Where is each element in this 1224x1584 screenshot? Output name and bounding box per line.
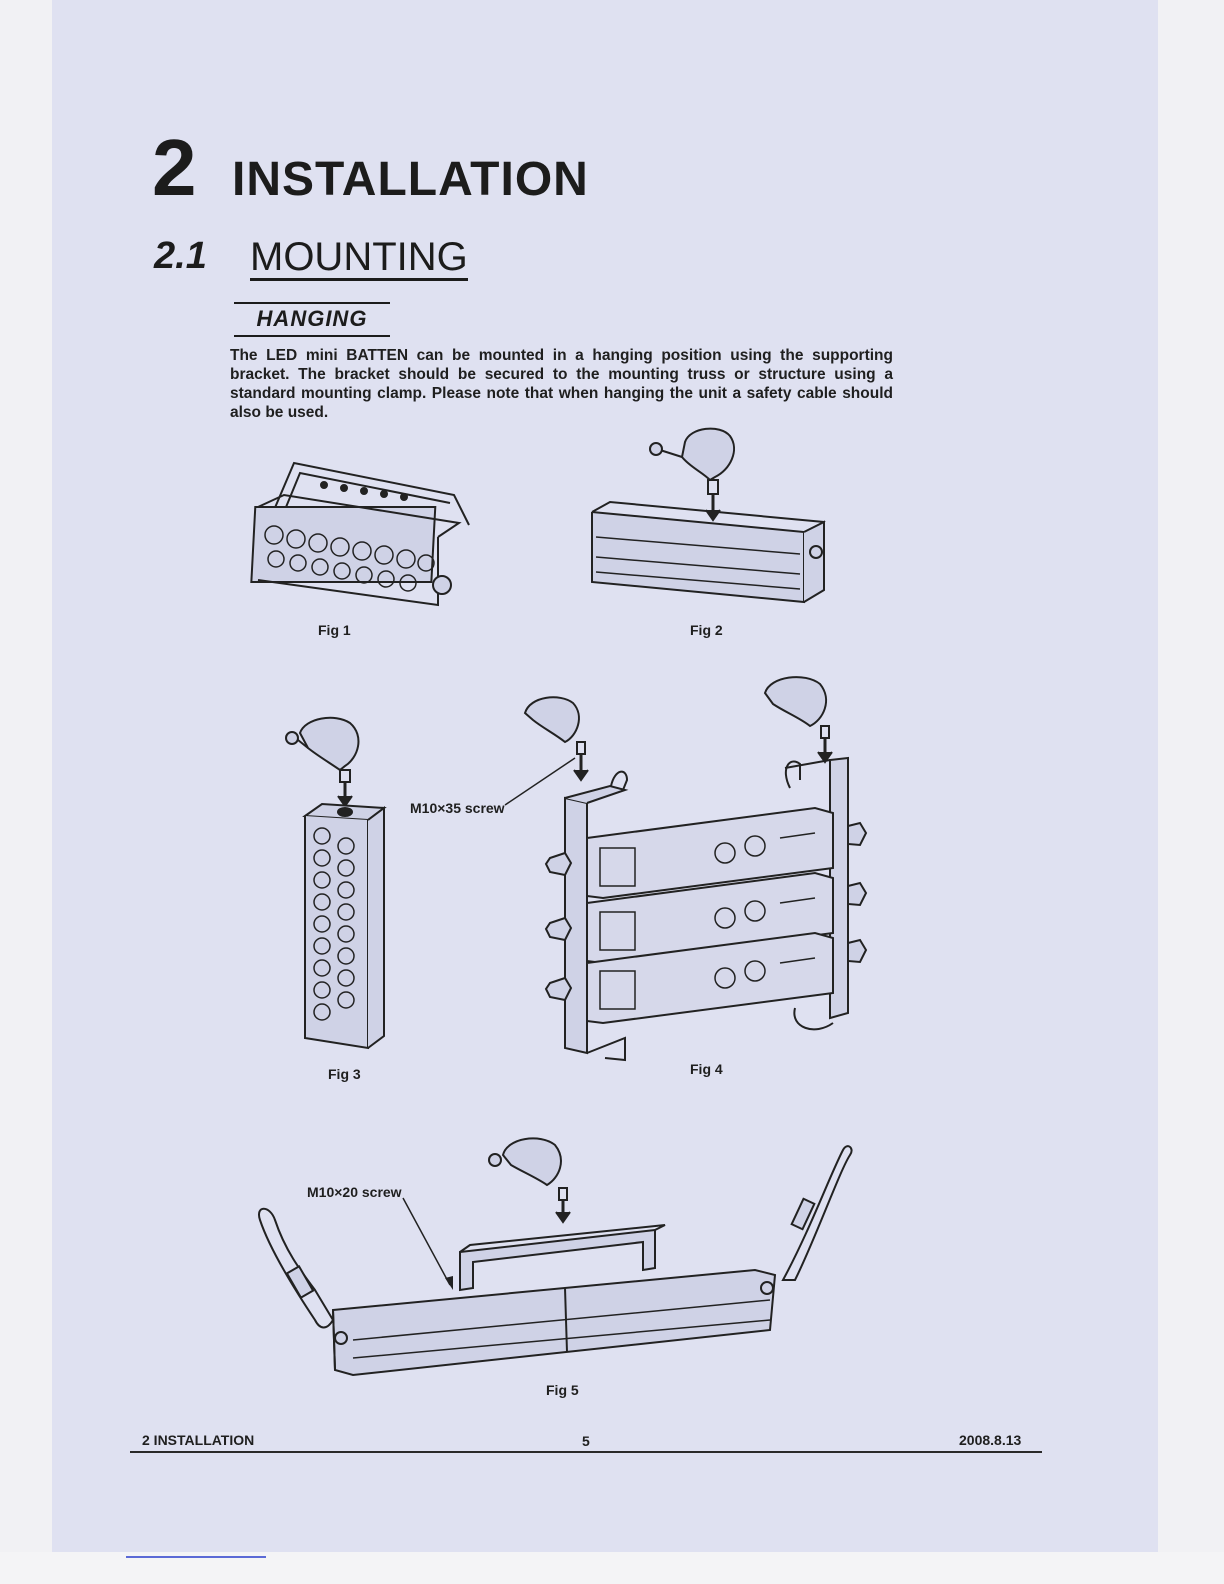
m10x20-screw-callout: M10×20 screw [307, 1184, 402, 1200]
chapter-number: 2 [152, 123, 197, 212]
bottom-link-underline [126, 1556, 266, 1558]
footer-date: 2008.8.13 [959, 1432, 1022, 1448]
fig2-illustration [590, 422, 830, 612]
fig5-caption: Fig 5 [546, 1382, 579, 1398]
body-paragraph: The LED mini BATTEN can be mounted in a hanging position using the supporting bracket. The bracket should be secured to the mounting truss or structure using a standard mounting clamp. Please note that when hanging the unit a safety cable should also be used. [230, 347, 893, 421]
fig4-caption: Fig 4 [690, 1061, 723, 1077]
fig2-caption: Fig 2 [690, 622, 723, 638]
chapter-title: INSTALLATION [232, 153, 589, 206]
fig3-illustration [280, 708, 390, 1053]
footer-page-number: 5 [582, 1433, 590, 1449]
fig4-illustration [515, 668, 875, 1068]
m10x35-screw-callout: M10×35 screw [410, 800, 505, 816]
footer-rule [130, 1451, 1042, 1453]
section-title: MOUNTING [250, 235, 468, 279]
fig3-caption: Fig 3 [328, 1066, 361, 1082]
subsection-heading: HANGING [234, 302, 390, 337]
fig1-caption: Fig 1 [318, 622, 351, 638]
fig1-illustration [254, 455, 479, 610]
section-number: 2.1 [154, 235, 207, 277]
footer-chapter: 2 INSTALLATION [142, 1432, 255, 1448]
fig5-illustration [255, 1130, 855, 1390]
